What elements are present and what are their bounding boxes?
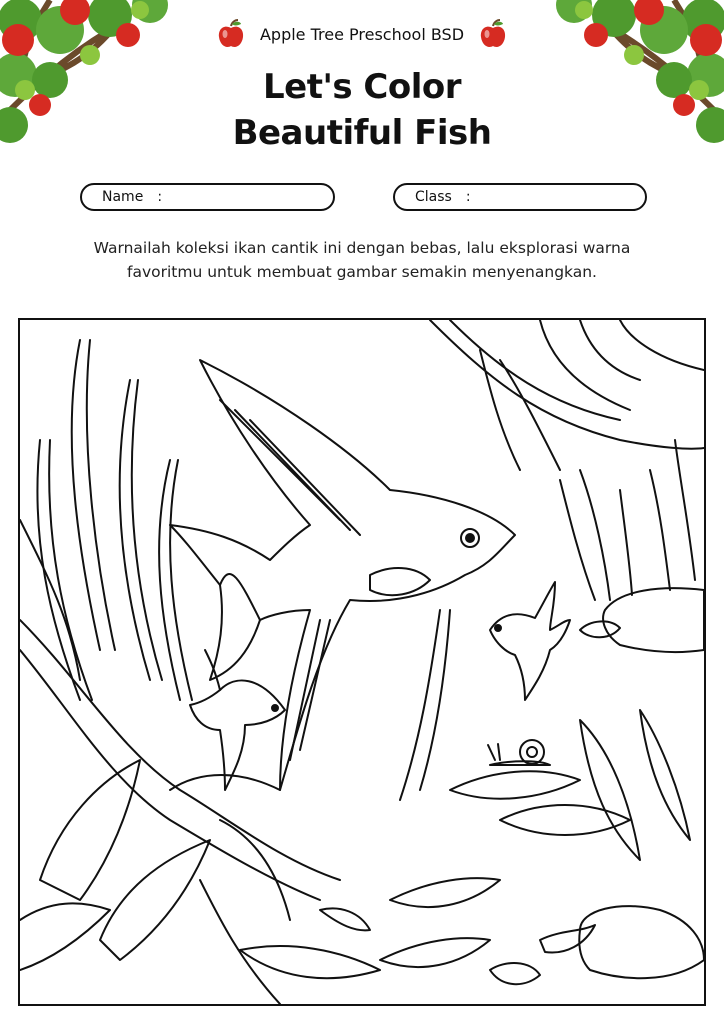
angelfish-small-left — [190, 650, 285, 790]
angelfish-large — [170, 360, 515, 800]
school-header — [0, 18, 724, 50]
angelfish-small-right — [490, 582, 570, 700]
driftwood-branches — [430, 320, 704, 470]
snail — [488, 740, 550, 765]
school-name: Apple Tree Preschool BSD — [259, 24, 465, 44]
seaweed-left — [20, 340, 192, 700]
class-label: Class — [415, 189, 452, 205]
apple-icon — [478, 18, 508, 50]
class-separator: : — [465, 189, 471, 205]
class-field[interactable] — [393, 183, 647, 211]
shrimp — [320, 908, 595, 952]
seaweed-right — [560, 440, 695, 600]
apple-icon — [216, 18, 246, 50]
rocks — [490, 588, 704, 984]
title-line-2: Beautiful Fish — [232, 113, 492, 153]
name-separator: : — [157, 189, 163, 205]
title-line-1: Let's Color — [262, 67, 462, 107]
leafy-plants — [20, 710, 690, 970]
name-label: Name — [102, 189, 144, 205]
instructions-text: Warnailah koleksi ikan cantik ini dengan bebas, lalu eksplorasi warna favoritmu untuk membuat gambar semakin menyenangkan. — [93, 239, 631, 281]
page-title — [0, 64, 724, 156]
name-field[interactable] — [80, 183, 335, 211]
coloring-illustration — [18, 318, 706, 1006]
